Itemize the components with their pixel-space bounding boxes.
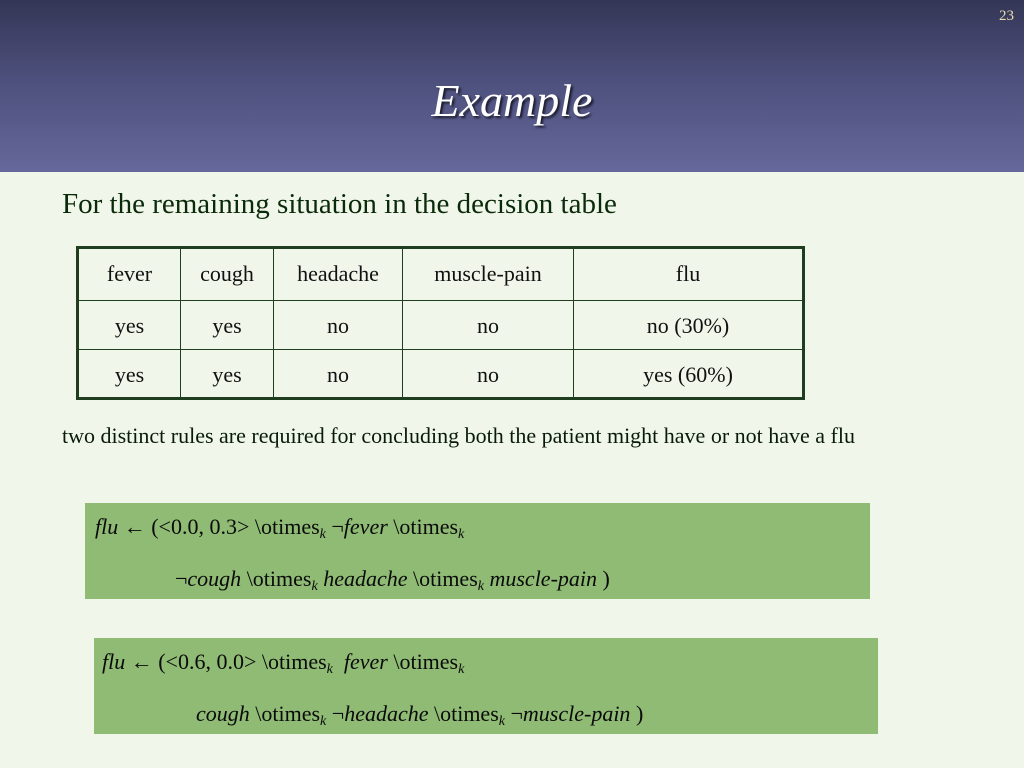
operator-subscript: k <box>311 579 318 594</box>
note-text: two distinct rules are required for concluding both the patient might have or not have a flu <box>62 423 855 448</box>
table-cell: yes <box>181 350 274 399</box>
header-cell-headache: headache <box>274 248 403 301</box>
rule-box-2 <box>94 638 878 734</box>
operator-subscript: k <box>498 714 505 729</box>
operator: \otimes <box>255 701 321 726</box>
operator: \otimes <box>254 514 320 539</box>
table-cell: yes <box>78 301 181 350</box>
negation-symbol: ¬ <box>331 701 345 726</box>
header-cell-cough: cough <box>181 248 274 301</box>
operator: \otimes <box>412 566 478 591</box>
operator: \otimes <box>393 514 459 539</box>
rule-head: flu <box>102 649 126 674</box>
rule-confidence: (<0.6, 0.0> <box>158 649 257 674</box>
operator-subscript: k <box>458 662 465 677</box>
header-cell-flu: flu <box>574 248 804 301</box>
table-cell: no <box>403 301 574 350</box>
rule-confidence: (<0.0, 0.3> <box>151 514 250 539</box>
operator-subscript: k <box>319 527 326 542</box>
operator-subscript: k <box>458 527 465 542</box>
table-cell: yes (60%) <box>574 350 804 399</box>
condition-muscle-pain: muscle-pain <box>522 701 631 726</box>
decision-table <box>76 246 805 400</box>
intro-text: For the remaining situation in the decision table <box>62 188 617 220</box>
operator-subscript: k <box>320 714 327 729</box>
arrow-symbol: ← <box>130 649 153 674</box>
negation-symbol: ¬ <box>175 566 188 591</box>
rule-1-line-2 <box>175 566 610 592</box>
table-cell: no <box>403 350 574 399</box>
table-cell: yes <box>181 301 274 350</box>
rule-1-line-1 <box>95 514 464 540</box>
rule-2-line-2 <box>196 701 643 727</box>
condition-fever: fever <box>343 514 388 539</box>
negation-symbol: ¬ <box>331 514 344 539</box>
condition-fever: fever <box>343 649 388 674</box>
condition-headache: headache <box>323 566 408 591</box>
operator-subscript: k <box>326 662 333 677</box>
table-cell: no (30%) <box>574 301 804 350</box>
operator: \otimes <box>246 566 312 591</box>
operator: \otimes <box>393 649 459 674</box>
operator-subscript: k <box>477 579 484 594</box>
table-cell: yes <box>78 350 181 399</box>
table-cell: no <box>274 301 403 350</box>
operator: \otimes <box>433 701 499 726</box>
table-cell: no <box>274 350 403 399</box>
condition-headache: headache <box>344 701 429 726</box>
operator: \otimes <box>261 649 327 674</box>
closing-paren: ) <box>635 701 644 726</box>
condition-cough: cough <box>196 701 250 726</box>
header-cell-muscle-pain: muscle-pain <box>403 248 574 301</box>
condition-muscle-pain: muscle-pain <box>489 566 598 591</box>
slide-number: 23 <box>999 8 1014 24</box>
condition-cough: cough <box>187 566 242 591</box>
slide-title: Example <box>431 75 593 126</box>
rule-box-1 <box>85 503 870 599</box>
table-header-row <box>78 248 804 301</box>
header-cell-fever: fever <box>78 248 181 301</box>
negation-symbol: ¬ <box>510 701 523 726</box>
rule-2-line-1 <box>102 649 464 675</box>
rule-head: flu <box>95 514 119 539</box>
title-band <box>0 0 1024 172</box>
closing-paren: ) <box>602 566 610 591</box>
table-row <box>78 301 804 350</box>
arrow-symbol: ← <box>123 514 146 539</box>
table-row <box>78 350 804 399</box>
